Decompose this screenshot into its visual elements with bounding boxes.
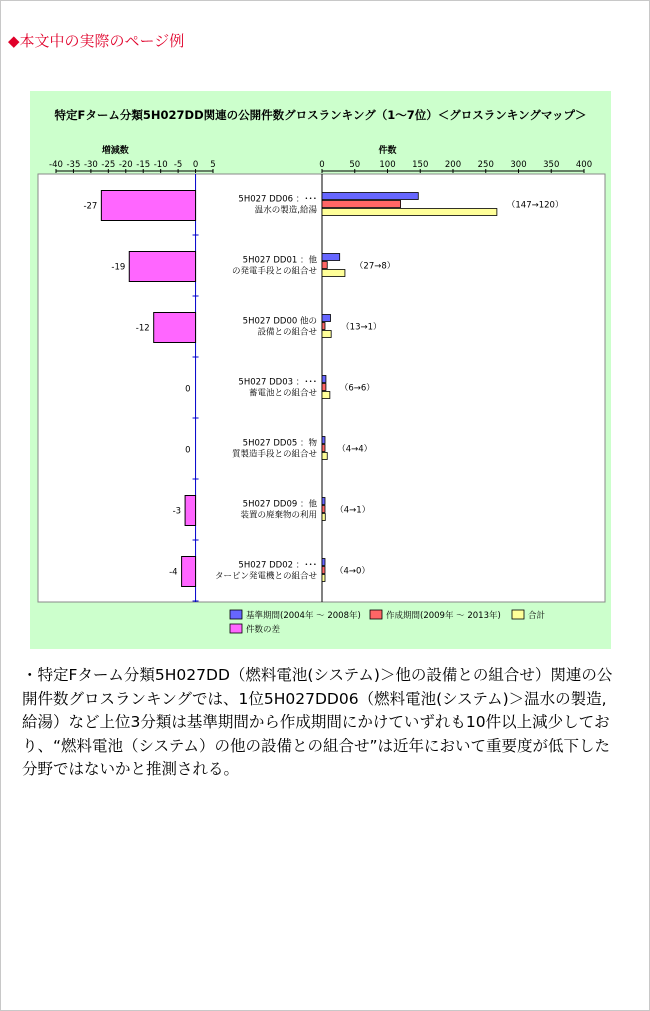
legend-label: 作成期間(2009年 ～ 2013年) [386,611,501,621]
count-bar-current [322,262,327,269]
right-tick-label: 0 [319,160,325,170]
legend-label: 件数の差 [246,625,281,635]
chart-title: 特定Fターム分類5H027DD関連の公開件数グロスランキング（1～7位）＜グロスランキングマップ＞ [54,108,587,122]
period-change-label: （4→4） [337,444,373,455]
diff-data-label: 0 [185,384,191,395]
count-bar-total [322,209,497,216]
count-bar-current [322,384,326,391]
count-bar-base [322,376,326,383]
legend-label: 基準期間(2004年 ～ 2008年) [246,611,361,621]
diff-data-label: -4 [169,567,178,578]
category-label-line2: 蓄電池との組合せ [248,388,317,399]
period-change-label: （13→1） [341,322,382,333]
count-bar-base [322,193,418,200]
category-label-line1: 5H027 DD02 ：･･･ [238,560,317,571]
chart-panel [30,91,611,649]
right-tick-label: 100 [379,160,396,170]
legend-swatch [230,610,242,619]
right-tick-label: 200 [444,160,462,170]
count-bar-total [322,514,325,521]
left-tick-label: -15 [136,160,151,170]
right-tick-label: 300 [510,160,527,170]
category-label-line2: 装置の廃棄物の利用 [240,510,317,521]
left-tick-label: -25 [101,160,116,170]
left-tick-label: 5 [210,160,216,170]
category-label-line1: 5H027 DD09 ：他 [242,499,317,510]
left-tick-label: -40 [49,160,63,170]
category-label-line2: の発電手段との組合せ [231,266,317,277]
right-axis-label: 件数 [378,146,397,156]
diff-data-label: -19 [111,262,126,273]
left-tick-label: -5 [173,160,183,170]
legend-swatch [512,610,524,619]
diff-bar [182,557,196,587]
right-tick-label: 350 [543,160,560,170]
category-label-line2: タービン発電機との組合せ [214,571,317,582]
right-tick-label: 150 [412,160,429,170]
count-bar-current [322,201,401,208]
category-label-line1: 5H027 DD06 ：･･･ [238,194,317,205]
count-bar-base [322,254,340,261]
left-tick-label: -30 [83,160,98,170]
description-text: ・特定Fターム分類5H027DD（燃料電池(システム)＞他の設備との組合せ）関連の公開件数グロスランキングでは、1位5H027DD06（燃料電池(システム)＞温水の製造,給湯）など上位3分類は基準期間から作成期間にかけていずれも10件以上減少しており、“燃料電池（システム）の他の設備との組合せ”は近年において重要度が低下した分野ではないかと推測される。 [22,666,613,778]
category-label-line1: 5H027 DD05 ：物 [242,438,317,449]
period-change-label: （6→6） [339,383,375,394]
category-label-line2: 質製造手段との組合せ [231,449,317,460]
count-bar-base [322,437,325,444]
period-change-label: （147→120） [506,200,564,211]
diff-data-label: -3 [172,506,182,517]
right-tick-label: 400 [575,160,593,170]
period-change-label: （4→0） [335,566,370,577]
left-tick-label: -20 [118,160,133,170]
category-label-line1: 5H027 DD01 ：他 [242,255,317,266]
count-bar-total [322,270,345,277]
period-change-label: （4→1） [335,505,371,516]
count-bar-base [322,559,325,566]
left-axis-label: 増減数 [101,146,129,156]
category-label-line2: 設備との組合せ [257,327,317,338]
count-bar-total [322,392,330,399]
legend-label: 合計 [528,611,546,621]
diff-bar [185,496,195,526]
left-tick-label: -10 [153,160,168,170]
count-bar-current [322,323,325,330]
diff-bar [101,191,195,221]
category-label-line1: 5H027 DD03 ：･･･ [238,377,317,388]
left-tick-label: -35 [66,160,81,170]
ranking-chart [30,91,611,649]
legend-swatch [230,624,242,633]
diff-data-label: -12 [135,323,150,334]
category-label-line2: 温水の製造,給湯 [254,205,317,216]
category-label-line1: 5H027 DD00 他の [242,316,317,327]
count-bar-total [322,331,331,338]
left-tick-label: 0 [192,160,199,170]
diff-data-label: -27 [83,201,98,212]
legend-swatch [370,610,382,619]
period-change-label: （27→8） [354,261,396,272]
right-tick-label: 50 [349,160,361,170]
diff-data-label: 0 [185,445,191,456]
count-bar-current [322,567,325,574]
right-tick-label: 250 [477,160,494,170]
count-bar-total [322,453,327,460]
page-heading: ◆本文中の実際のページ例 [8,32,185,50]
count-bar-base [322,315,331,322]
diff-bar [129,252,195,282]
count-bar-base [322,498,325,505]
count-bar-current [322,445,325,452]
count-bar-total [322,575,325,582]
count-bar-current [322,506,325,513]
diff-bar [154,313,196,343]
